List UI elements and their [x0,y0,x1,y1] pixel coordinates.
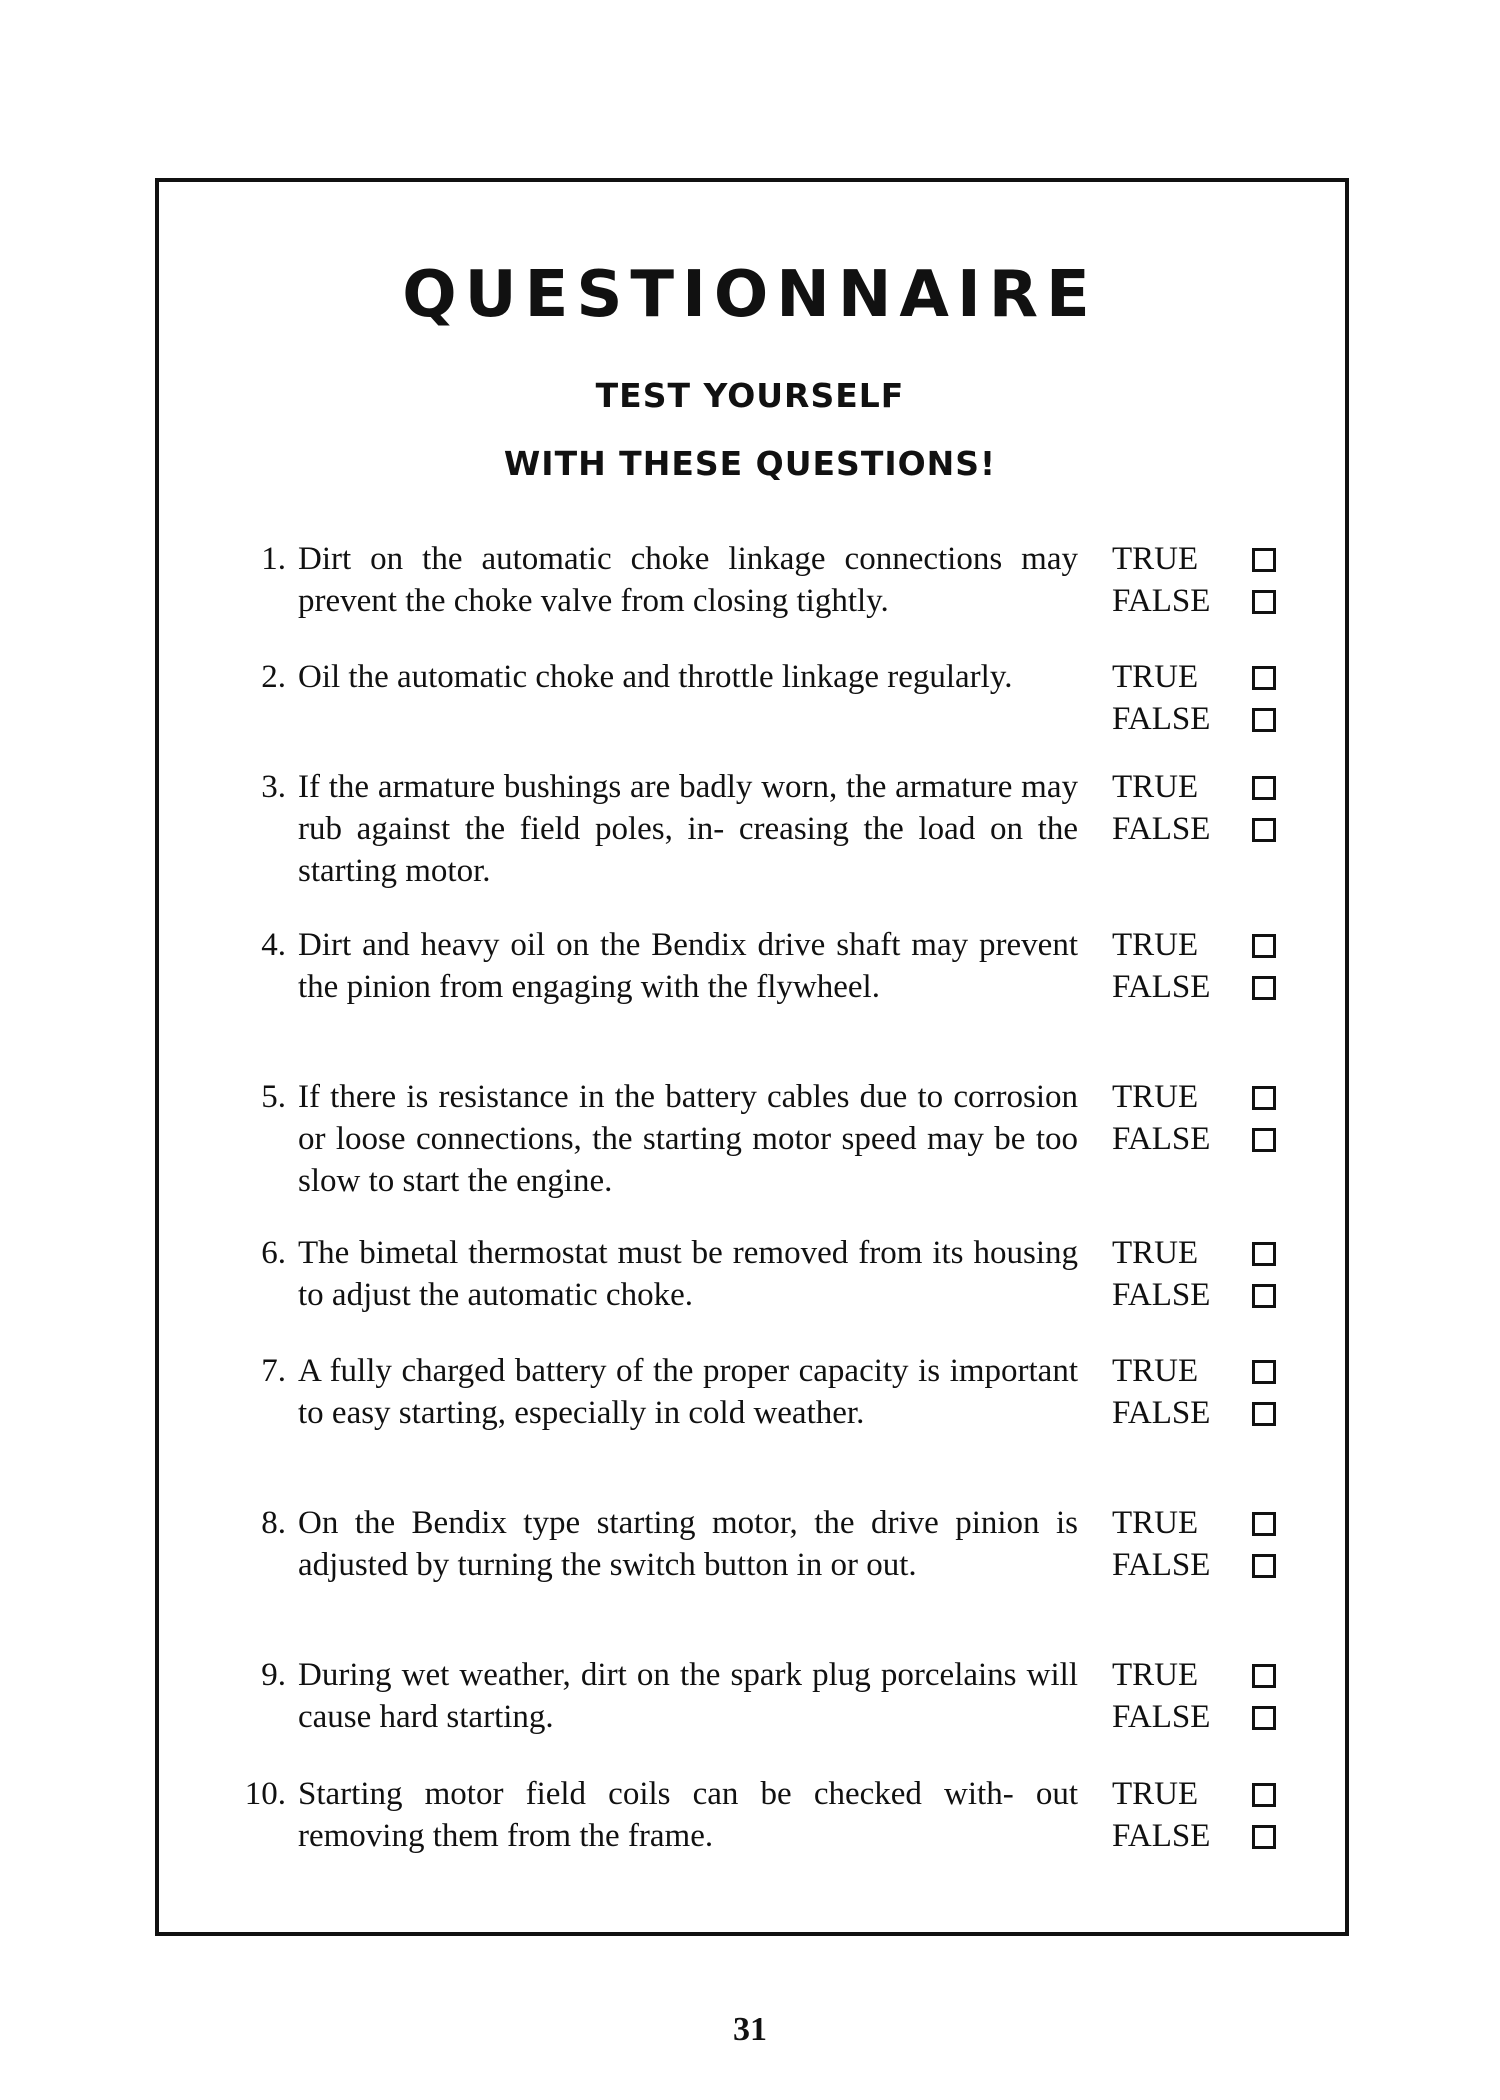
subtitle-line-2: WITH THESE QUESTIONS! [503,444,997,483]
true-option [1112,766,1292,808]
true-option [1112,924,1292,966]
false-label: FALSE [1112,1547,1211,1583]
true-checkbox[interactable] [1252,934,1276,958]
true-label: TRUE [1112,659,1199,695]
true-checkbox[interactable] [1252,1360,1276,1384]
answer-options [1112,924,1292,1008]
false-label: FALSE [1112,1699,1211,1735]
question-number: 7. [261,1353,286,1389]
question-number: 5. [261,1079,286,1115]
answer-options [1112,766,1292,850]
false-option [1112,580,1292,622]
answer-options [1112,656,1292,740]
false-label: FALSE [1112,1277,1211,1313]
false-label: FALSE [1112,701,1211,737]
true-label: TRUE [1112,1235,1199,1271]
true-checkbox[interactable] [1252,776,1276,800]
true-checkbox[interactable] [1252,1783,1276,1807]
true-label: TRUE [1112,927,1199,963]
question-text: Starting motor field coils can be checked with- out removing them from the frame. [298,1776,1078,1854]
question-text: If there is resistance in the battery cables due to corrosion or loose connections, the starting motor speed may be too slow to start the engine. [298,1079,1078,1199]
answer-options [1112,1502,1292,1586]
true-checkbox[interactable] [1252,1664,1276,1688]
false-label: FALSE [1112,969,1211,1005]
false-checkbox[interactable] [1252,1402,1276,1426]
answer-options [1112,1350,1292,1434]
false-option [1112,966,1292,1008]
false-option [1112,1544,1292,1586]
false-checkbox[interactable] [1252,818,1276,842]
answer-options [1112,1232,1292,1316]
false-option [1112,1118,1292,1160]
question-number: 3. [261,769,286,805]
true-label: TRUE [1112,769,1199,805]
true-label: TRUE [1112,1505,1199,1541]
false-option [1112,1392,1292,1434]
false-checkbox[interactable] [1252,708,1276,732]
false-option [1112,808,1292,850]
true-label: TRUE [1112,1657,1199,1693]
false-checkbox[interactable] [1252,1284,1276,1308]
true-option [1112,1232,1292,1274]
true-checkbox[interactable] [1252,1086,1276,1110]
true-option [1112,1350,1292,1392]
false-checkbox[interactable] [1252,1554,1276,1578]
true-option [1112,1773,1292,1815]
false-label: FALSE [1112,1818,1211,1854]
question-number: 1. [261,541,286,577]
question-text: If the armature bushings are badly worn, the armature may rub against the field poles, in- creasing the load on the starting motor. [298,769,1078,889]
page-title: QUESTIONNAIRE [402,258,1098,332]
question-number: 8. [261,1505,286,1541]
false-checkbox[interactable] [1252,1825,1276,1849]
false-option [1112,1696,1292,1738]
false-option [1112,1815,1292,1857]
false-label: FALSE [1112,811,1211,847]
question-text: A fully charged battery of the proper capacity is important to easy starting, especially in cold weather. [298,1353,1078,1431]
question-text: On the Bendix type starting motor, the drive pinion is adjusted by turning the switch button in or out. [298,1505,1078,1583]
true-label: TRUE [1112,541,1199,577]
true-checkbox[interactable] [1252,1512,1276,1536]
answer-options [1112,1654,1292,1738]
true-checkbox[interactable] [1252,1242,1276,1266]
false-label: FALSE [1112,583,1211,619]
false-checkbox[interactable] [1252,590,1276,614]
true-option [1112,1076,1292,1118]
question-text: Dirt on the automatic choke linkage connections may prevent the choke valve from closing tightly. [298,541,1078,619]
question-number: 10. [244,1776,286,1812]
true-option [1112,1654,1292,1696]
page-number: 31 [733,2011,767,2048]
false-option [1112,698,1292,740]
subtitle-line-1: TEST YOURSELF [595,376,905,415]
false-checkbox[interactable] [1252,1128,1276,1152]
question-text: Dirt and heavy oil on the Bendix drive shaft may prevent the pinion from engaging with the flywheel. [298,927,1078,1005]
question-number: 9. [261,1657,286,1693]
false-option [1112,1274,1292,1316]
question-number: 6. [261,1235,286,1271]
question-number: 4. [261,927,286,963]
false-checkbox[interactable] [1252,976,1276,1000]
answer-options [1112,1076,1292,1160]
question-text: During wet weather, dirt on the spark plug porcelains will cause hard starting. [298,1657,1078,1735]
true-option [1112,656,1292,698]
true-option [1112,1502,1292,1544]
question-text: Oil the automatic choke and throttle linkage regularly. [298,659,1013,695]
false-label: FALSE [1112,1121,1211,1157]
false-label: FALSE [1112,1395,1211,1431]
false-checkbox[interactable] [1252,1706,1276,1730]
true-label: TRUE [1112,1776,1199,1812]
answer-options [1112,1773,1292,1857]
true-label: TRUE [1112,1353,1199,1389]
answer-options [1112,538,1292,622]
question-number: 2. [261,659,286,695]
true-label: TRUE [1112,1079,1199,1115]
question-text: The bimetal thermostat must be removed from its housing to adjust the automatic choke. [298,1235,1078,1313]
true-checkbox[interactable] [1252,666,1276,690]
true-option [1112,538,1292,580]
true-checkbox[interactable] [1252,548,1276,572]
